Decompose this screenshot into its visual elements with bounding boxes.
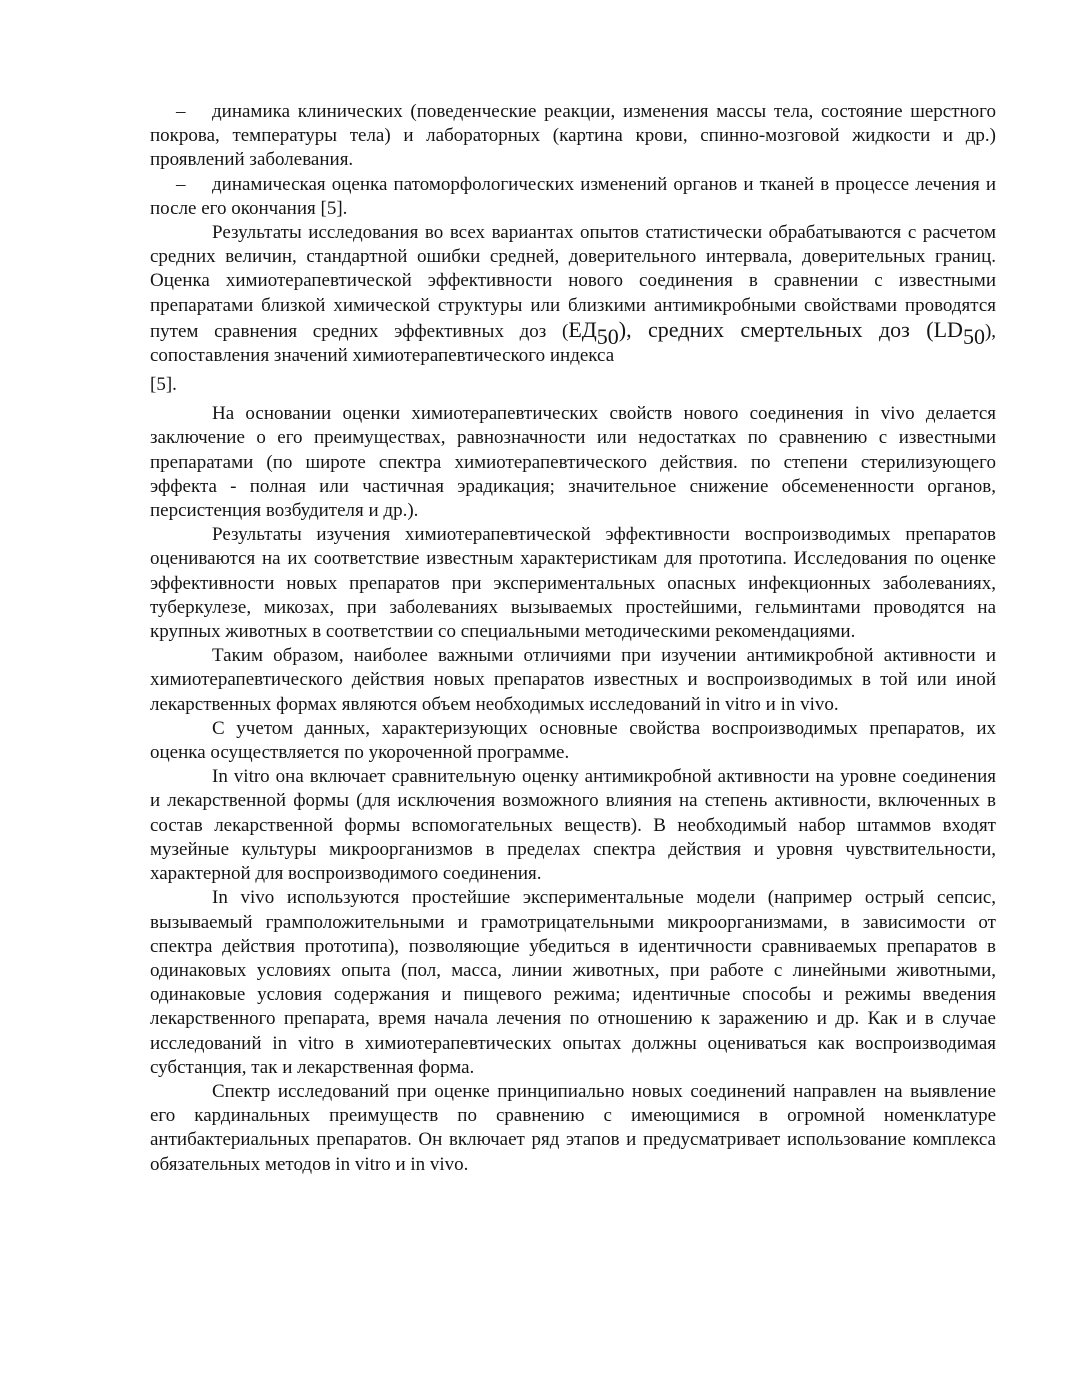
ed-subscript: 50 — [596, 323, 619, 349]
paragraph-text: динамика клинических (поведенческие реакции, изменения массы тела, состояние шерстного покрова, температуры тела) и лабораторных (картина крови, спинно-мозговой жидкости и др.) проявлений заболевания. — [150, 101, 996, 171]
paragraph-statistics — [150, 221, 996, 368]
ld-label: LD — [933, 316, 963, 342]
list-item-clinical-dynamics — [150, 100, 996, 173]
paragraph-in-vitro: In vitro она включает сравнительную оценку антимикробной активности на уровне соединения и лекарственной формы (для исключения возможного влияния на степень активности, включенных в состав лекарственной формы вспомогательных веществ). В необходимый набор штаммов входят музейные культуры микроорганизмов в пределах спектра действия и уровня чувствительности, характерной для воспроизводимого соединения. — [150, 766, 996, 885]
dash-marker: – — [176, 101, 186, 122]
reference-text: [5]. — [150, 374, 177, 396]
ed-label: ЕД — [568, 316, 597, 342]
paragraph-research-spectrum: Спектр исследований при оценке принципиально новых соединений направлен на выявление его кардинальных преимуществ по сравнению с имеющимися в огромной номенклатуре антибактериальных препаратов. Он включает ряд этапов и предусматривает использование комплекса обязательных методов in vitro и in vivo. — [150, 1080, 996, 1175]
paragraph-in-vivo-conclusion: На основании оценки химиотерапевтических свойств нового соединения in vivo делается заключение о его преимуществах, равнозначности или недостатках по сравнению с известными препаратами (по широте спектра химиотерапевтического действия. по степени стерилизующего эффекта - полная или частичная эрадикация; значительное снижение обсемененности органов, персистенция возбудителя и др.). — [150, 403, 996, 522]
paragraph-text: ), средних смертельных доз ( — [618, 316, 934, 342]
list-item-pathomorphology — [150, 173, 996, 221]
paragraph-text: динамическая оценка патоморфологических изменений органов и тканей в процессе лечения и после его окончания [5]. — [150, 173, 996, 219]
document-body — [150, 100, 996, 1177]
paragraph-key-differences: Таким образом, наиболее важными отличиями при изучении антимикробной активности и химиотерапевтического действия новых препаратов известных и воспроизводимых в той или иной лекарственных формах являются объем необходимых исследований in vitro и in vivo. — [150, 645, 996, 715]
reference-line — [150, 368, 996, 402]
dash-marker: – — [176, 173, 186, 195]
paragraph-in-vivo-models: In vivo используются простейшие экспериментальные модели (например острый сепсис, вызываемый грамположительными и грамотрицательными микроорганизмами, в зависимости от спектра действия прототипа), позволяющие убедиться в идентичности сравниваемых препаратов в одинаковых условиях опыта (пол, масса, линии животных, при работе с линейными животными, одинаковые условия содержания и пищевого режима; идентичные способы и режимы введения лекарственного препарата, время начала лечения по отношению к заражению и др. Как и в случае исследований in vitro в химиотерапевтических опытах должны оцениваться как воспроизводимая субстанция, так и лекарственная форма. — [150, 887, 996, 1078]
ld-subscript: 50 — [962, 323, 985, 349]
paragraph-text: ), сопоставления значений химиотерапевтического индекса — [150, 320, 997, 367]
paragraph-text: Результаты исследования во всех вариантах опытов статистически обрабатываются с расчетом средних величин, стандартной ошибки средней, доверительного интервала, доверительных границ. Оценка химиотерапевтической эффективности нового соединения в сравнении с известными препаратами близкой химической структуры или близкими антимикробными свойствами проводятся путем сравнения средних эффективных доз ( — [150, 222, 996, 342]
paragraph-short-program: С учетом данных, характеризующих основные свойства воспроизводимых препаратов, их оценка осуществляется по укороченной программе. — [150, 717, 996, 764]
paragraph-reproduced-drugs: Результаты изучения химиотерапевтической эффективности воспроизводимых препаратов оцениваются на их соответствие известным характеристикам для прототипа. Исследования по оценке эффективности новых препаратов при экспериментальных опасных инфекционных заболеваниях, туберкулезе, микозах, при заболеваниях вызываемых простейшими, гельминтами проводятся на крупных животных в соответствии со специальными методическими рекомендациями. — [150, 524, 996, 643]
